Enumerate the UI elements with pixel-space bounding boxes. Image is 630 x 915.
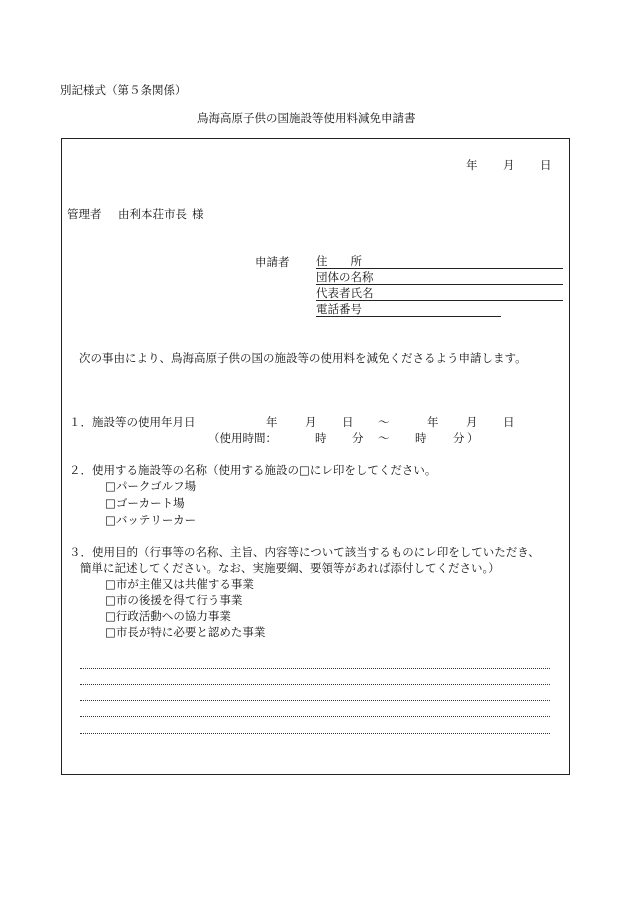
phone-field-label: 電話番号 (316, 302, 362, 316)
start-minute[interactable]: 分 (352, 431, 364, 445)
address-field-label: 住 所 (316, 254, 362, 268)
date-range-tilde: 〜 (378, 415, 390, 429)
writing-line[interactable] (80, 716, 550, 717)
option-city-hosted[interactable]: □市が主催又は共催する事業 (105, 577, 254, 591)
end-hour[interactable]: 時 (415, 431, 427, 445)
writing-line[interactable] (80, 700, 550, 701)
writing-line[interactable] (80, 684, 550, 685)
form-title: 鳥海高原子供の国施設等使用料減免申請書 (197, 111, 416, 125)
writing-line[interactable] (80, 668, 550, 669)
usage-hours-close: ） (467, 431, 479, 445)
start-day[interactable]: 日 (342, 415, 354, 429)
rep-name-field-label: 代表者氏名 (316, 286, 374, 300)
start-month[interactable]: 月 (305, 415, 317, 429)
date-day[interactable]: 日 (540, 158, 552, 172)
addressee-honorific: 様 (192, 207, 204, 221)
option-admin-cooperation[interactable]: □行政活動への協力事業 (105, 609, 231, 623)
section3-label-line1: ３．使用目的（行事等の名称、主旨、内容等について該当するものにレ印をしていただき、 (69, 545, 540, 559)
section2-label: ２．使用する施設等の名称（使用する施設の□にレ印をしてください。 (69, 463, 437, 477)
section1-label: １．施設等の使用年月日 (69, 415, 196, 429)
start-year[interactable]: 年 (266, 415, 278, 429)
end-month[interactable]: 月 (466, 415, 478, 429)
end-minute[interactable]: 分 (453, 431, 465, 445)
option-battery-car[interactable]: □バッテリーカー (105, 513, 197, 527)
hours-tilde: 〜 (378, 431, 390, 445)
option-park-golf[interactable]: □パークゴルフ場 (105, 479, 197, 493)
request-statement: 次の事由により、鳥海高原子供の国の施設等の使用料を減免くださるよう申請します。 (79, 351, 527, 365)
end-year[interactable]: 年 (427, 415, 439, 429)
section3-label-line2: 簡単に記述してください。なお、実施要綱、要領等があれば添付してください。） (80, 561, 500, 575)
phone-field[interactable] (316, 302, 501, 317)
address-field[interactable] (316, 254, 563, 269)
rep-name-field[interactable] (316, 286, 563, 301)
org-name-field[interactable] (316, 270, 563, 285)
usage-hours-label: （使用時間： (208, 431, 277, 445)
date-month[interactable]: 月 (503, 158, 515, 172)
org-name-field-label: 団体の名称 (316, 270, 374, 284)
writing-line[interactable] (80, 733, 550, 734)
option-go-kart[interactable]: □ゴーカート場 (105, 496, 185, 510)
addressee-name: 由利本荘市長 (118, 207, 187, 221)
option-city-sponsored[interactable]: □市の後援を得て行う事業 (105, 593, 243, 607)
applicant-label: 申請者 (255, 255, 290, 269)
form-reference: 別記様式（第５条関係） (60, 83, 187, 97)
end-day[interactable]: 日 (503, 415, 515, 429)
start-hour[interactable]: 時 (315, 431, 327, 445)
option-mayor-approved[interactable]: □市長が特に必要と認めた事業 (105, 625, 266, 639)
date-year[interactable]: 年 (466, 158, 478, 172)
addressee-role: 管理者 (67, 207, 102, 221)
form-frame (61, 138, 570, 775)
